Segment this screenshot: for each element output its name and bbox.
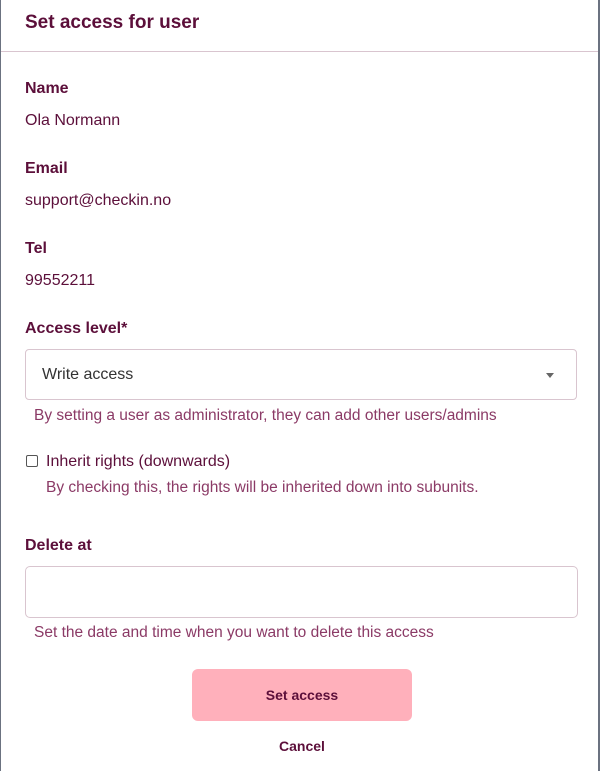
access-level-label: Access level* <box>25 320 128 337</box>
inherit-rights-help: By checking this, the rights will be inherited down into subunits. <box>46 479 479 496</box>
delete-at-label: Delete at <box>25 537 92 554</box>
inherit-rights-label[interactable]: Inherit rights (downwards) <box>46 453 231 470</box>
delete-at-input[interactable] <box>25 566 578 618</box>
access-level-help: By setting a user as administrator, they can add other users/admins <box>34 407 497 424</box>
access-level-select[interactable] <box>25 349 577 400</box>
inherit-rights-checkbox[interactable] <box>26 455 38 467</box>
delete-at-help: Set the date and time when you want to delete this access <box>34 624 434 641</box>
email-value: support@checkin.no <box>25 192 172 209</box>
tel-label: Tel <box>25 240 47 257</box>
access-level-selected-value: Write access <box>42 366 134 383</box>
modal-header <box>1 0 598 52</box>
email-label: Email <box>25 160 68 177</box>
set-access-button[interactable]: Set access <box>192 669 412 721</box>
name-label: Name <box>25 80 69 97</box>
chevron-down-icon <box>546 373 554 378</box>
modal-title: Set access for user <box>25 11 200 33</box>
name-value: Ola Normann <box>25 112 121 129</box>
cancel-button[interactable]: Cancel <box>279 738 325 754</box>
tel-value: 99552211 <box>25 272 95 289</box>
